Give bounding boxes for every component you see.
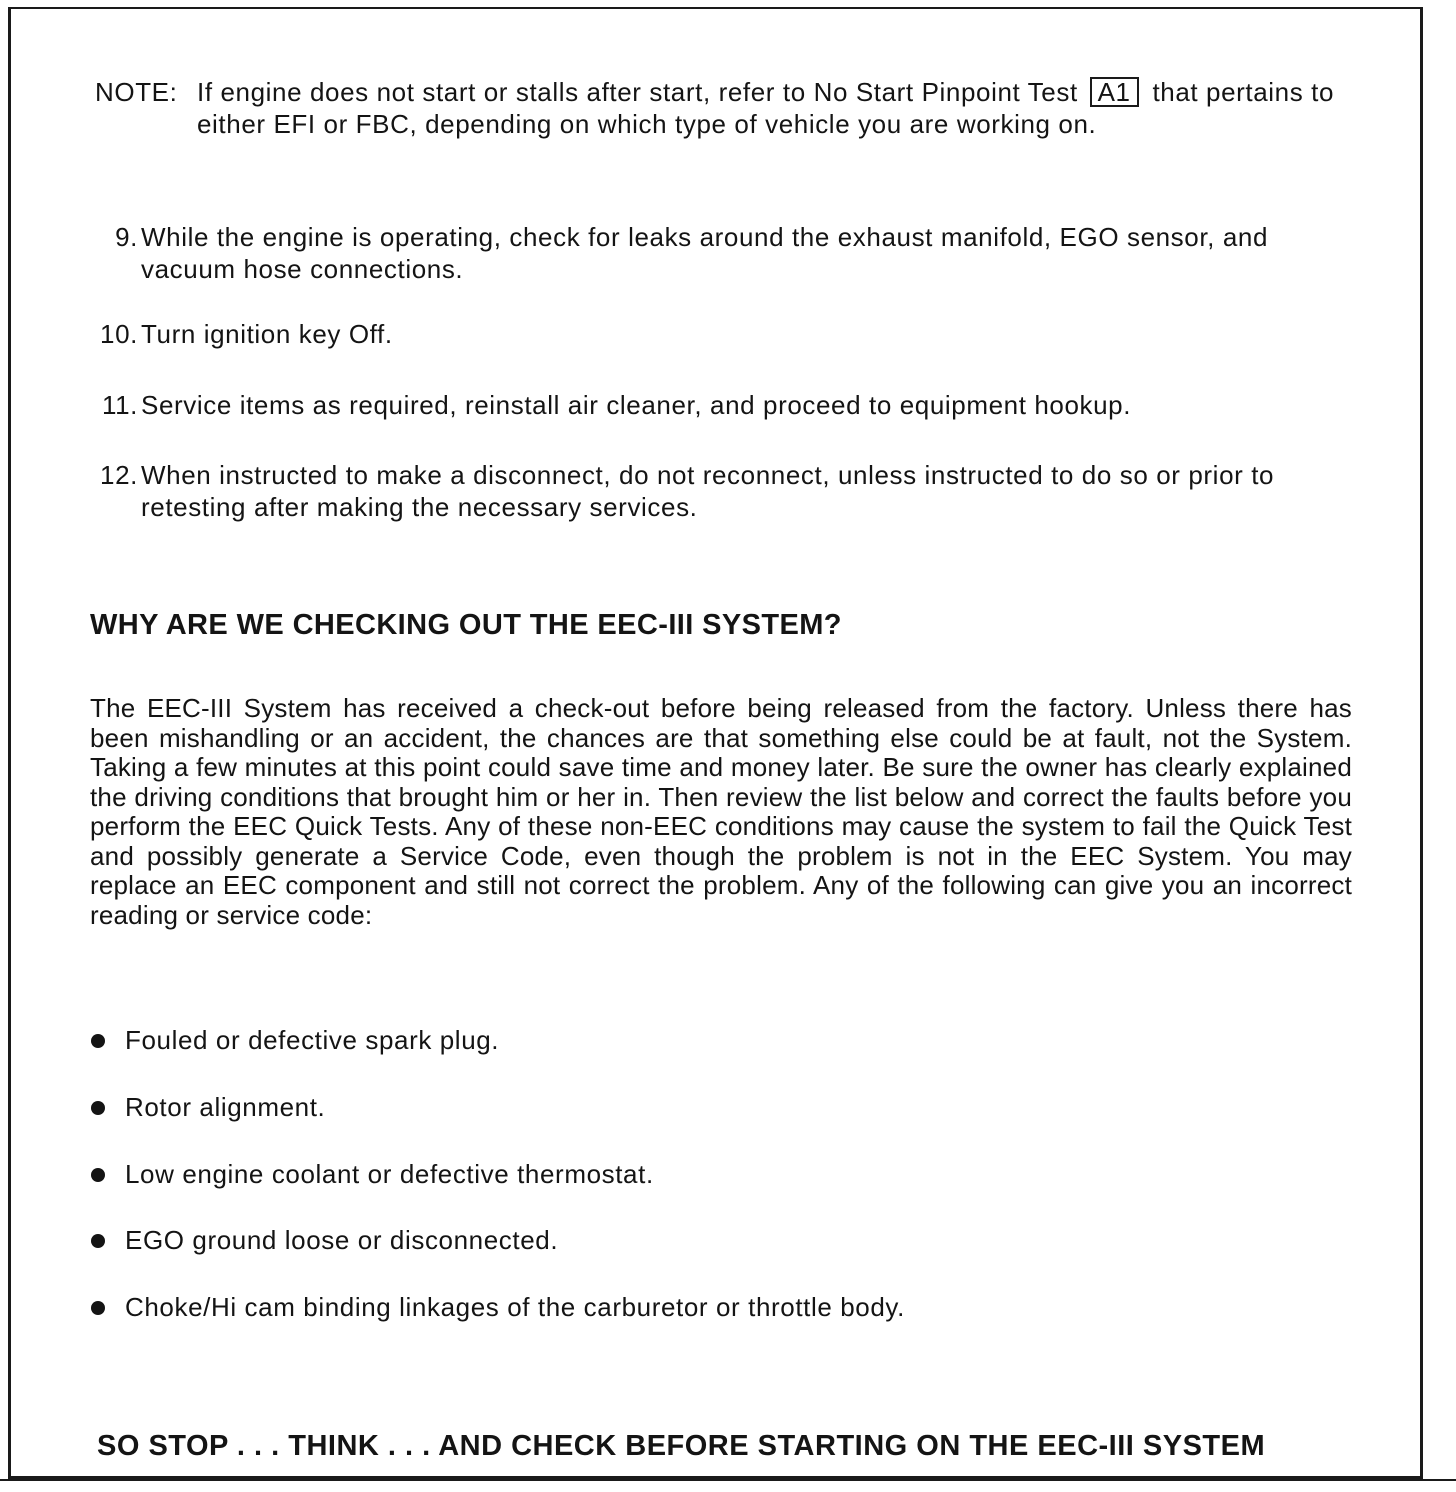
section-heading: WHY ARE WE CHECKING OUT THE EEC-III SYSTEM? (90, 609, 842, 641)
bullet-icon (91, 1301, 105, 1315)
list-item-text: EGO ground loose or disconnected. (125, 1225, 559, 1255)
note-text-before: If engine does not start or stalls after start, refer to No Start Pinpoint Test (197, 77, 1078, 107)
pinpoint-test-ref: A1 (1090, 77, 1139, 107)
bullet-icon (91, 1234, 105, 1248)
step-number: 12. (100, 460, 138, 490)
list-item-text: Choke/Hi cam binding linkages of the carburetor or throttle body. (125, 1292, 905, 1322)
footer-callout: SO STOP . . . THINK . . . AND CHECK BEFORE STARTING ON THE EEC-III SYSTEM (97, 1430, 1266, 1462)
bullet-icon (91, 1101, 105, 1115)
step-text: Service items as required, reinstall air cleaner, and proceed to equipment hookup. (141, 390, 1132, 420)
bullet-icon (91, 1034, 105, 1048)
list-item-text: Low engine coolant or defective thermostat. (125, 1159, 654, 1189)
note-text-after: that pertains to either EFI or FBC, depending on which type of vehicle you are working on. (197, 77, 1335, 139)
step-number: 9. (115, 222, 138, 252)
step-number: 11. (101, 390, 138, 420)
step-text: Turn ignition key Off. (141, 319, 393, 349)
note-label: NOTE: (95, 77, 178, 107)
step-text: When instructed to make a disconnect, do not reconnect, unless instructed to do so or prior to retesting after making the necessary services. (141, 460, 1275, 522)
note-body (197, 76, 1387, 140)
list-item-text: Rotor alignment. (125, 1092, 326, 1122)
section-paragraph: The EEC-III System has received a check-out before being released from the factory. Unless there has been mishandling or an accident, the chances are that something else could be at fault, not the System. Taking a few minutes at this point could save time and money later. Be sure the owner has clearly explained the driving conditions that brought him or her in. Then review the list below and correct the faults before you perform the EEC Quick Tests. Any of these non-EEC conditions may cause the system to fail the Quick Test and possibly generate a Service Code, even though the problem is not in the EEC System. You may replace an EEC component and still not correct the problem. Any of the following can give you an incorrect reading or service code: (90, 693, 1352, 930)
step-text: While the engine is operating, check for leaks around the exhaust manifold, EGO sensor, and vacuum hose connections. (141, 222, 1268, 284)
list-item-text: Fouled or defective spark plug. (125, 1025, 500, 1055)
bottom-rule (0, 1479, 1456, 1481)
step-number: 10. (100, 319, 138, 349)
bullet-icon (91, 1168, 105, 1182)
